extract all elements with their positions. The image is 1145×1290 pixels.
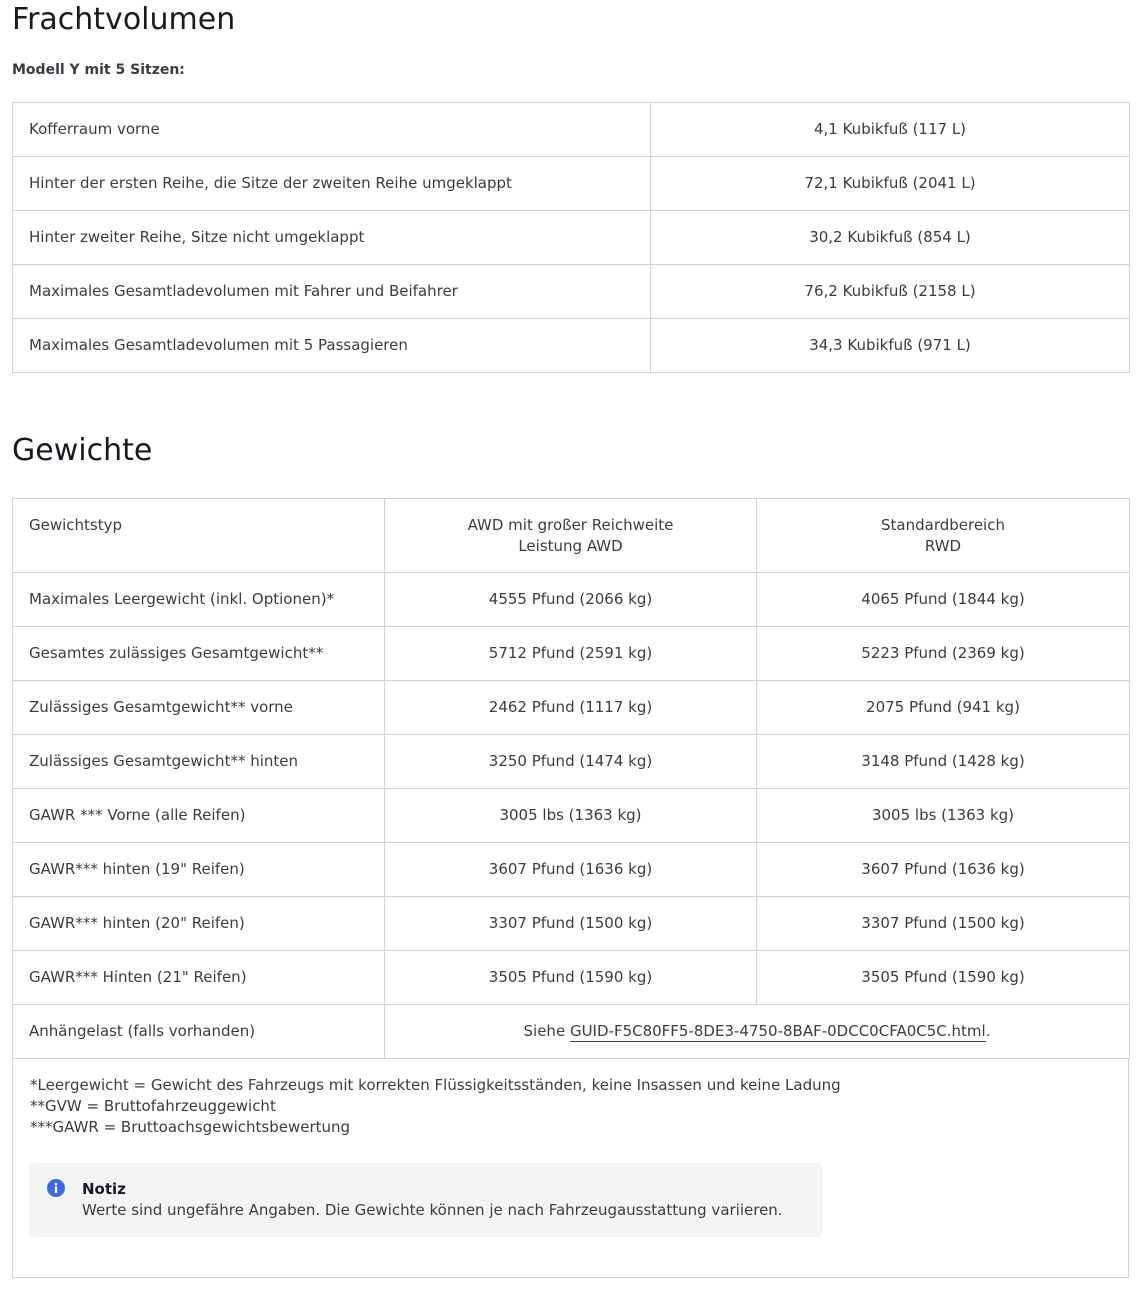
row-label: Gesamtes zulässiges Gesamtgewicht** bbox=[13, 627, 385, 681]
row-rwd: 3005 lbs (1363 kg) bbox=[757, 789, 1130, 843]
row-label: Hinter zweiter Reihe, Sitze nicht umgeklappt bbox=[13, 211, 651, 265]
table-row bbox=[13, 211, 1130, 265]
row-rwd: 2075 Pfund (941 kg) bbox=[757, 681, 1130, 735]
row-label: GAWR *** Vorne (alle Reifen) bbox=[13, 789, 385, 843]
cargo-subtitle: Modell Y mit 5 Sitzen: bbox=[12, 62, 185, 78]
info-icon bbox=[47, 1179, 65, 1197]
weights-table bbox=[12, 498, 1130, 1059]
footnote-item: *Leergewicht = Gewicht des Fahrzeugs mit korrekten Flüssigkeitsständen, keine Insassen und keine Ladung bbox=[30, 1076, 841, 1094]
header-awd bbox=[385, 499, 757, 573]
note-title: Notiz bbox=[82, 1180, 126, 1198]
table-row bbox=[13, 951, 1130, 1005]
header-weight-type: Gewichtstyp bbox=[13, 499, 385, 573]
row-awd: 4555 Pfund (2066 kg) bbox=[385, 573, 757, 627]
table-row bbox=[13, 897, 1130, 951]
row-rwd: 3505 Pfund (1590 kg) bbox=[757, 951, 1130, 1005]
row-label: GAWR*** Hinten (21" Reifen) bbox=[13, 951, 385, 1005]
row-awd: 2462 Pfund (1117 kg) bbox=[385, 681, 757, 735]
cargo-heading: Frachtvolumen bbox=[12, 2, 236, 37]
towing-row bbox=[13, 1005, 1130, 1059]
table-row bbox=[13, 735, 1130, 789]
row-value: 76,2 Kubikfuß (2158 L) bbox=[651, 265, 1130, 319]
towing-value bbox=[385, 1005, 1130, 1059]
header-rwd bbox=[757, 499, 1130, 573]
row-awd: 3607 Pfund (1636 kg) bbox=[385, 843, 757, 897]
row-awd: 5712 Pfund (2591 kg) bbox=[385, 627, 757, 681]
towing-guid-link[interactable]: GUID-F5C80FF5-8DE3-4750-8BAF-0DCC0CFA0C5C.html bbox=[569, 1022, 986, 1040]
footnotes bbox=[30, 1075, 841, 1138]
table-row bbox=[13, 843, 1130, 897]
row-value: 72,1 Kubikfuß (2041 L) bbox=[651, 157, 1130, 211]
table-row bbox=[13, 627, 1130, 681]
towing-suffix: . bbox=[985, 1022, 991, 1040]
row-label: Zulässiges Gesamtgewicht** vorne bbox=[13, 681, 385, 735]
table-row bbox=[13, 319, 1130, 373]
note-text: Werte sind ungefähre Angaben. Die Gewichte können je nach Fahrzeugausstattung variieren. bbox=[82, 1201, 783, 1219]
row-rwd: 4065 Pfund (1844 kg) bbox=[757, 573, 1130, 627]
row-value: 34,3 Kubikfuß (971 L) bbox=[651, 319, 1130, 373]
row-label: GAWR*** hinten (20" Reifen) bbox=[13, 897, 385, 951]
row-value: 30,2 Kubikfuß (854 L) bbox=[651, 211, 1130, 265]
row-label: Maximales Gesamtladevolumen mit Fahrer und Beifahrer bbox=[13, 265, 651, 319]
header-rwd-line2: RWD bbox=[924, 537, 962, 555]
row-label: Kofferraum vorne bbox=[13, 103, 651, 157]
row-label: Zulässiges Gesamtgewicht** hinten bbox=[13, 735, 385, 789]
header-awd-line2: Leistung AWD bbox=[518, 537, 623, 555]
table-row bbox=[13, 265, 1130, 319]
row-label: Maximales Gesamtladevolumen mit 5 Passagieren bbox=[13, 319, 651, 373]
table-header-row bbox=[13, 499, 1130, 573]
header-awd-line1: AWD mit großer Reichweite bbox=[467, 516, 674, 534]
row-value: 4,1 Kubikfuß (117 L) bbox=[651, 103, 1130, 157]
table-row bbox=[13, 103, 1130, 157]
row-rwd: 3148 Pfund (1428 kg) bbox=[757, 735, 1130, 789]
towing-label: Anhängelast (falls vorhanden) bbox=[13, 1005, 385, 1059]
row-label: Maximales Leergewicht (inkl. Optionen)* bbox=[13, 573, 385, 627]
note-box bbox=[29, 1163, 823, 1237]
table-row bbox=[13, 681, 1130, 735]
table-row bbox=[13, 573, 1130, 627]
row-awd: 3307 Pfund (1500 kg) bbox=[385, 897, 757, 951]
footnotes-section bbox=[12, 1059, 1129, 1278]
cargo-table bbox=[12, 102, 1130, 373]
weights-heading: Gewichte bbox=[12, 433, 153, 468]
row-awd: 3505 Pfund (1590 kg) bbox=[385, 951, 757, 1005]
row-awd: 3005 lbs (1363 kg) bbox=[385, 789, 757, 843]
footnote-item: ***GAWR = Bruttoachsgewichtsbewertung bbox=[30, 1118, 351, 1136]
row-rwd: 3307 Pfund (1500 kg) bbox=[757, 897, 1130, 951]
header-rwd-line1: Standardbereich bbox=[881, 516, 1005, 534]
row-label: GAWR*** hinten (19" Reifen) bbox=[13, 843, 385, 897]
row-label: Hinter der ersten Reihe, die Sitze der zweiten Reihe umgeklappt bbox=[13, 157, 651, 211]
table-row bbox=[13, 157, 1130, 211]
footnote-item: **GVW = Bruttofahrzeuggewicht bbox=[30, 1097, 276, 1115]
towing-prefix: Siehe bbox=[523, 1022, 566, 1040]
row-awd: 3250 Pfund (1474 kg) bbox=[385, 735, 757, 789]
row-rwd: 3607 Pfund (1636 kg) bbox=[757, 843, 1130, 897]
table-row bbox=[13, 789, 1130, 843]
row-rwd: 5223 Pfund (2369 kg) bbox=[757, 627, 1130, 681]
